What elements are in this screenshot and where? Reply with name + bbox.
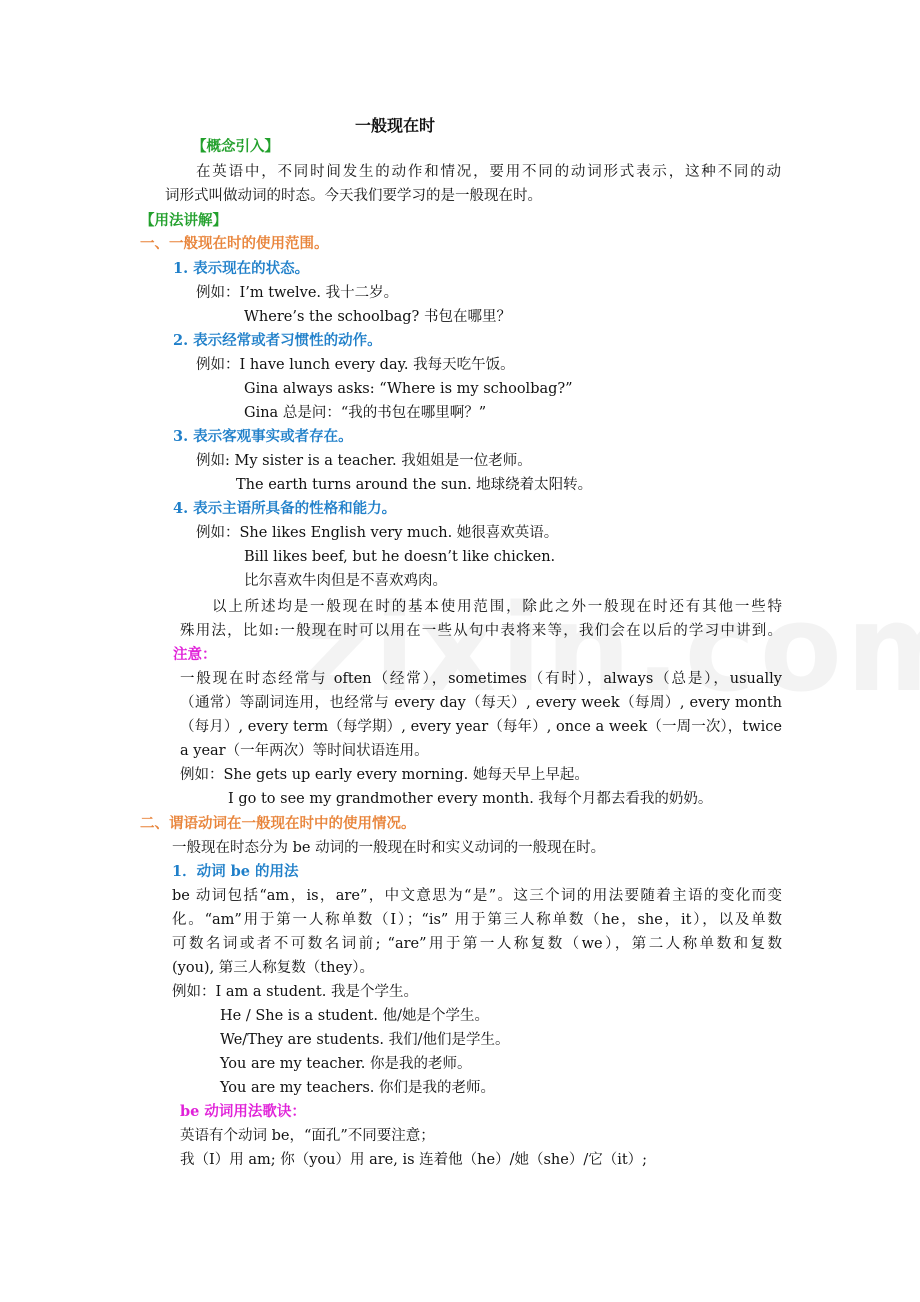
concept-line: 词形式叫做动词的时态。今天我们要学习的是一般现在时。 — [165, 188, 542, 204]
usage-heading: 【用法讲解】 — [140, 212, 227, 229]
item-heading: 1. 表示现在的状态。 — [173, 260, 310, 277]
example-line: Gina 总是问：“我的书包在哪里啊？” — [244, 405, 487, 421]
example-line: Bill likes beef, but he doesn’t like chicken. — [244, 549, 556, 565]
item-heading: 2. 表示经常或者习惯性的动作。 — [173, 332, 382, 349]
be-line: be 动词包括“am，is，are”，中文意思为“是”。这三个词的用法要随着主语的变化而变 — [172, 888, 782, 904]
be-line: 可数名词或者不可数名词前; “are”用于第一人称复数（we），第二人称单数和复数 — [172, 936, 782, 952]
example-line: 例如：I’m twelve. 我十二岁。 — [196, 285, 399, 301]
summary-line: 殊用法，比如:一般现在时可以用在一些从句中表将来等，我们会在以后的学习中讲到。 — [180, 623, 782, 639]
concept-heading: 【概念引入】 — [192, 138, 279, 155]
example-line: Gina always asks: “Where is my schoolbag?” — [244, 381, 573, 397]
be-heading: 1．动词 be 的用法 — [172, 863, 299, 880]
rhyme-heading: be 动词用法歌诀： — [180, 1103, 306, 1120]
note-line: （每月）, every term（每学期）, every year（每年）, once a week（一周一次），twice — [180, 719, 782, 735]
example-line: I go to see my grandmother every month. 我每个月都去看我的奶奶。 — [228, 791, 713, 807]
item-heading: 3. 表示客观事实或者存在。 — [173, 428, 353, 445]
note-line: a year（一年两次）等时间状语连用。 — [180, 743, 429, 759]
rhyme-line: 我（I）用 am; 你（you）用 are, is 连着他（he）/她（she）/它（it）; — [180, 1152, 648, 1168]
example-line: 例如：I am a student. 我是个学生。 — [172, 984, 418, 1000]
section1-heading: 一、一般现在时的使用范围。 — [140, 235, 329, 252]
be-line: (you), 第三人称复数（they）。 — [172, 960, 374, 976]
note-heading: 注意： — [173, 646, 217, 663]
concept-line: 在英语中，不同时间发生的动作和情况，要用不同的动词形式表示，这种不同的动 — [196, 164, 781, 180]
section2-intro: 一般现在时态分为 be 动词的一般现在时和实义动词的一般现在时。 — [172, 840, 606, 856]
example-line: The earth turns around the sun. 地球绕着太阳转。 — [236, 477, 593, 493]
example-line: 例如：She gets up early every morning. 她每天早上早起。 — [180, 767, 589, 783]
example-line: 例如：She likes English very much. 她很喜欢英语。 — [196, 525, 559, 541]
note-line: （通常）等副词连用，也经常与 every day（每天）, every week（每周）, every month — [180, 695, 782, 711]
example-line: 例如：I have lunch every day. 我每天吃午饭。 — [196, 357, 515, 373]
example-line: We/They are students. 我们/他们是学生。 — [220, 1032, 510, 1048]
example-line: He / She is a student. 他/她是个学生。 — [220, 1008, 489, 1024]
item-heading: 4. 表示主语所具备的性格和能力。 — [173, 500, 397, 517]
rhyme-line: 英语有个动词 be，“面孔”不同要注意； — [180, 1128, 435, 1144]
section2-heading: 二、谓语动词在一般现在时中的使用情况。 — [140, 815, 416, 832]
note-line: 一般现在时态经常与 often（经常），sometimes（有时），always（总是），usually — [180, 671, 782, 687]
example-line: 例如: My sister is a teacher. 我姐姐是一位老师。 — [196, 453, 532, 469]
be-line: 化。“am”用于第一人称单数（I）；“is” 用于第三人称单数（he，she，it），以及单数 — [172, 912, 782, 928]
example-line: You are my teachers. 你们是我的老师。 — [220, 1080, 495, 1096]
example-line: 比尔喜欢牛肉但是不喜欢鸡肉。 — [244, 573, 447, 589]
example-line: Where’s the schoolbag? 书包在哪里？ — [244, 309, 511, 325]
page-title: 一般现在时 — [355, 116, 436, 135]
example-line: You are my teacher. 你是我的老师。 — [220, 1056, 472, 1072]
summary-line: 以上所述均是一般现在时的基本使用范围，除此之外一般现在时还有其他一些特 — [212, 599, 782, 615]
